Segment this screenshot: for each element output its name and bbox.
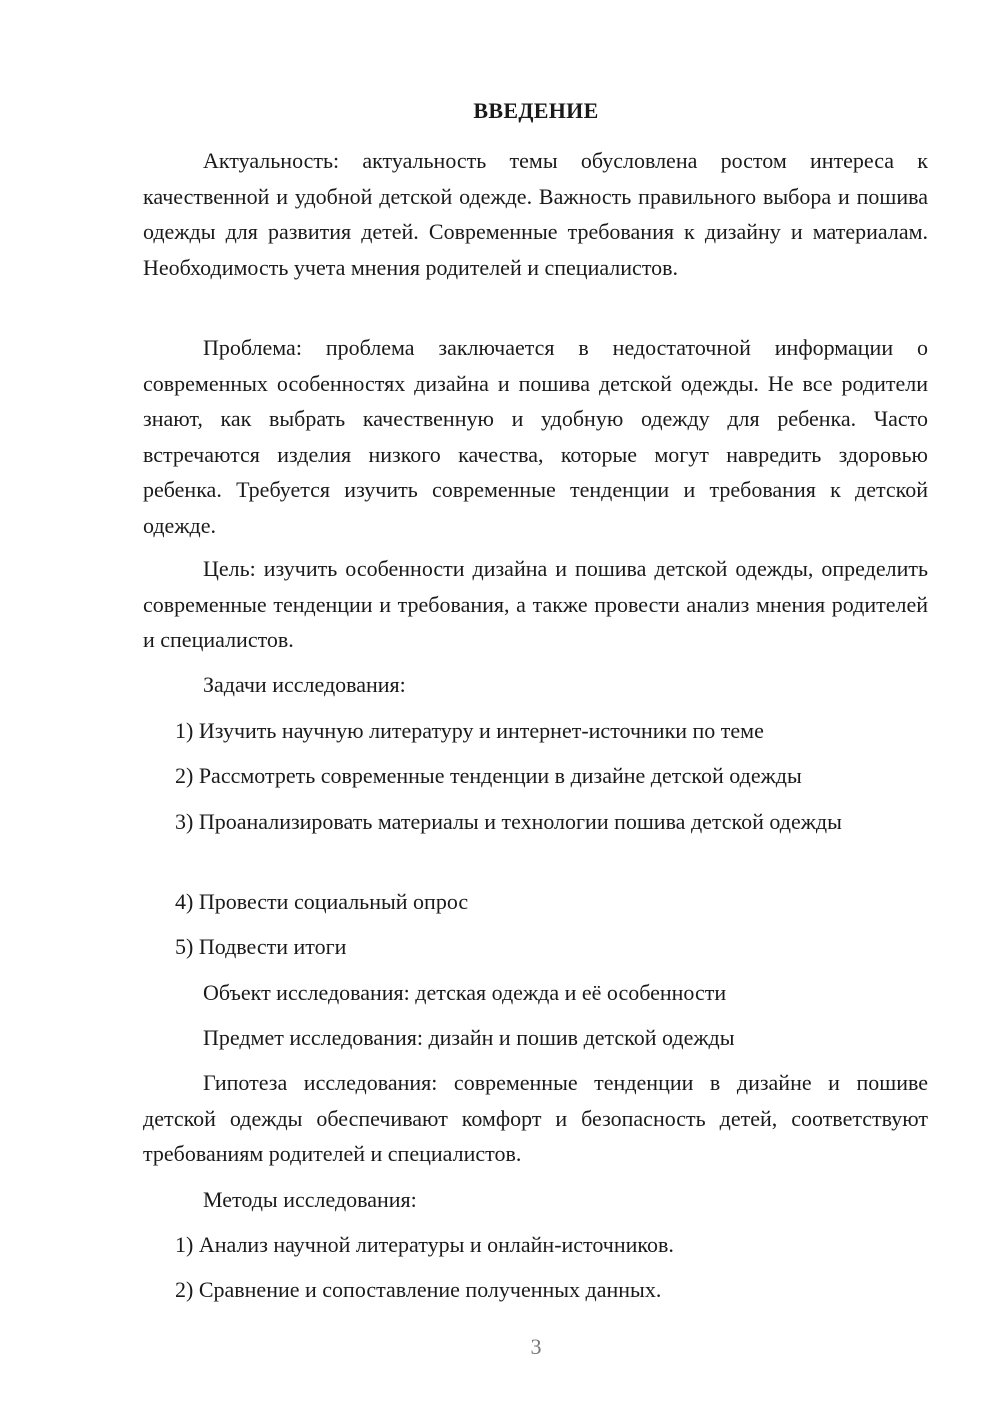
task-item-3: 3) Проанализировать материалы и технологии пошива детской одежды (175, 809, 842, 834)
tasks-title: Задачи исследования: (203, 672, 406, 697)
problem-paragraph: Проблема: проблема заключается в недостаточной информации о современных особенностях дизайна и пошива детской одежды. Не все родители знают, как выбрать качественную и удобную одежду для ребенка. Часто встречаются изделия низкого качества, которые могут навредить здоровью ребенка. Требуется изучить современные тенденции и требования к детской одежде. (143, 335, 928, 538)
page-number: 3 (530, 1334, 542, 1359)
method-item-2: 2) Сравнение и сопоставление полученных данных. (175, 1277, 662, 1302)
subject-paragraph: Предмет исследования: дизайн и пошив детской одежды (203, 1025, 735, 1050)
methods-title: Методы исследования: (203, 1187, 417, 1212)
task-item-1: 1) Изучить научную литературу и интернет-источники по теме (175, 718, 764, 743)
section-heading: ВВЕДЕНИЕ (473, 98, 599, 123)
hypothesis-paragraph: Гипотеза исследования: современные тенденции в дизайне и пошиве детской одежды обеспечивают комфорт и безопасность детей, соответствуют требованиям родителей и специалистов. (143, 1070, 928, 1166)
relevance-paragraph: Актуальность: актуальность темы обусловлена ростом интереса к качественной и удобной детской одежде. Важность правильного выбора и пошива одежды для развития детей. Современные требования к дизайну и материалам. Необходимость учета мнения родителей и специалистов. (143, 148, 928, 280)
goal-paragraph: Цель: изучить особенности дизайна и пошива детской одежды, определить современные тенденции и требования, а также провести анализ мнения родителей и специалистов. (143, 556, 928, 652)
object-paragraph: Объект исследования: детская одежда и её особенности (203, 980, 727, 1005)
task-item-2: 2) Рассмотреть современные тенденции в дизайне детской одежды (175, 763, 802, 788)
method-item-1: 1) Анализ научной литературы и онлайн-источников. (175, 1232, 674, 1257)
task-item-4: 4) Провести социальный опрос (175, 889, 469, 914)
task-item-5: 5) Подвести итоги (175, 934, 347, 959)
